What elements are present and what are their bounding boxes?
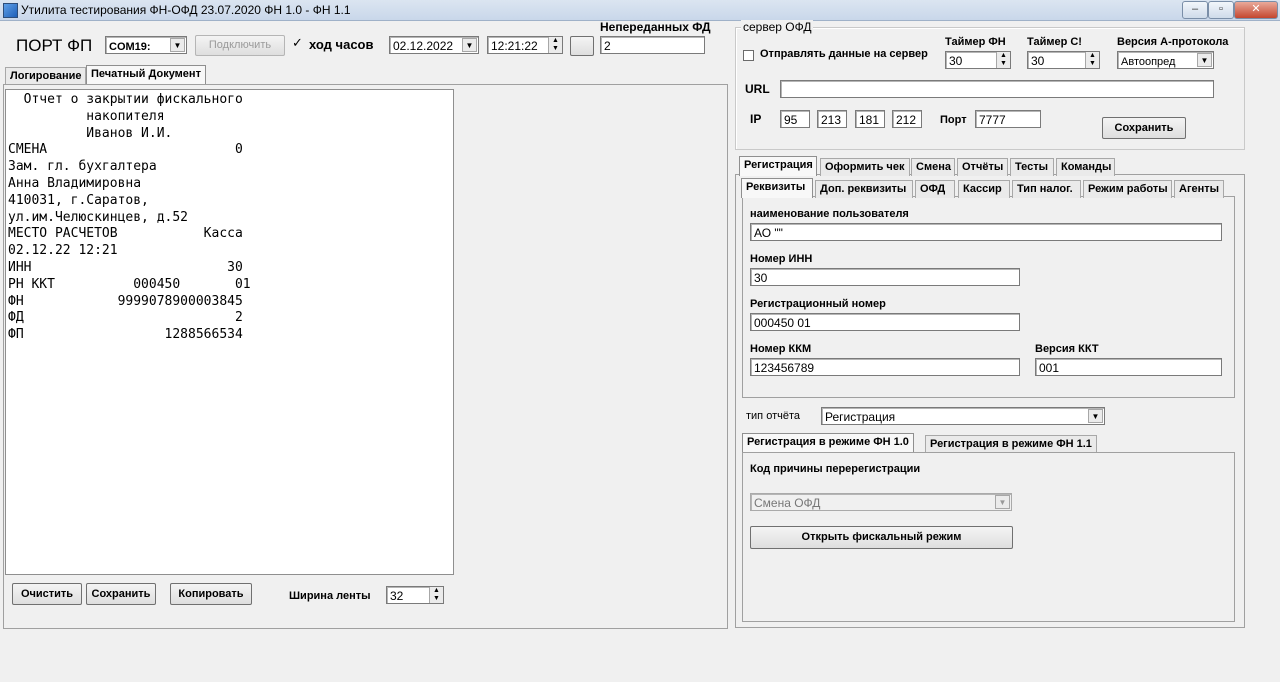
timer-c-field[interactable] — [1027, 51, 1100, 69]
timer-c-spin-icon[interactable]: ▲ ▼ — [1085, 52, 1099, 68]
tab-registration-fn10[interactable]: Регистрация в режиме ФН 1.0 — [742, 433, 914, 453]
send-data-checkbox[interactable] — [743, 50, 754, 61]
open-fiscal-button[interactable]: Открыть фискальный режим — [750, 526, 1013, 549]
connect-button[interactable]: Подключить — [195, 35, 285, 56]
chevron-down-icon: ▼ — [995, 495, 1010, 509]
report-type-label: тип отчёта — [746, 410, 800, 422]
timer-fn-value: 30 — [949, 54, 963, 68]
tape-width-value: 32 — [390, 589, 404, 603]
tab-sub-2[interactable]: ОФД — [915, 180, 955, 198]
url-field[interactable] — [780, 80, 1214, 98]
user-name-label: наименование пользователя — [750, 208, 909, 220]
receipt-memo[interactable] — [5, 89, 454, 575]
tab-main-2[interactable]: Смена — [911, 158, 955, 176]
tab-sub-6[interactable]: Агенты — [1174, 180, 1224, 198]
rereg-value: Смена ОФД — [754, 496, 821, 510]
chevron-down-icon: ▼ — [170, 38, 185, 52]
maximize-button[interactable]: ▫ — [1208, 1, 1234, 19]
kkm-field[interactable]: 123456789 — [750, 358, 1020, 376]
blank-button[interactable] — [570, 36, 594, 56]
tab-main-4[interactable]: Тесты — [1010, 158, 1054, 176]
ofd-save-button[interactable]: Сохранить — [1102, 117, 1186, 139]
report-type-value: Регистрация — [825, 410, 896, 424]
chevron-down-icon: ▼ — [462, 38, 477, 52]
ip-octet-4[interactable]: 212 — [892, 110, 922, 128]
rereg-select[interactable] — [750, 493, 1012, 511]
inn-label: Номер ИНН — [750, 253, 813, 265]
port-label: ПОРТ ФП — [16, 36, 93, 55]
clock-label: ход часов — [309, 37, 374, 52]
kkm-label: Номер ККМ — [750, 343, 812, 355]
timer-fn-field[interactable] — [945, 51, 1011, 69]
tape-width-spin-icon[interactable]: ▲ ▼ — [429, 587, 443, 603]
ofd-port-field[interactable]: 7777 — [975, 110, 1041, 128]
port-value: COM19: — [109, 41, 151, 53]
tab-main-1[interactable]: Оформить чек — [820, 158, 910, 176]
app-icon — [3, 3, 18, 18]
protocol-label: Версия А-протокола — [1117, 36, 1229, 48]
title-bar — [0, 0, 1280, 21]
timer-c-label: Таймер С! — [1027, 36, 1082, 48]
minimize-button[interactable]: – — [1182, 1, 1208, 19]
send-data-label: Отправлять данные на сервер — [760, 48, 928, 60]
copy-button[interactable]: Копировать — [170, 583, 252, 605]
url-label: URL — [745, 82, 770, 96]
unsent-field[interactable]: 2 — [600, 36, 705, 54]
ip-octet-1[interactable]: 95 — [780, 110, 810, 128]
rereg-label: Код причины перерегистрации — [750, 463, 921, 475]
receipt-text: Отчет о закрытии фискального накопителя Иванов И.И. СМЕНА 0 Зам. гл. бухгалтера Анна Владимировна 410031, г.Саратов, ул.им.Челюскинцев, д.52 МЕСТО РАСЧЕТОВ Касса 02.12.22 12:21 ИНН 30 РН ККТ 000450 01 ФН 9999078900003845 ФД 2 ФП 1288566534 — [8, 92, 251, 343]
tab-main-5[interactable]: Команды — [1056, 158, 1115, 176]
protocol-value: Автоопред — [1121, 56, 1176, 68]
ip-octet-3[interactable]: 181 — [855, 110, 885, 128]
protocol-select[interactable] — [1117, 51, 1214, 69]
ip-label: IP — [750, 112, 762, 126]
window-title: Утилита тестирования ФН-ОФД 23.07.2020 ФН 1.0 - ФН 1.1 — [21, 3, 351, 17]
timer-fn-label: Таймер ФН — [945, 36, 1006, 48]
kkt-version-field[interactable]: 001 — [1035, 358, 1222, 376]
tab-registration-fn11[interactable]: Регистрация в режиме ФН 1.1 — [925, 435, 1097, 453]
kkt-version-label: Версия ККТ — [1035, 343, 1099, 355]
tab-sub-0[interactable]: Реквизиты — [741, 178, 813, 198]
chevron-down-icon: ▼ — [1088, 409, 1103, 423]
report-type-select[interactable] — [821, 407, 1105, 425]
ofd-group-label: сервер ОФД — [743, 20, 812, 34]
ofd-port-label: Порт — [940, 114, 967, 126]
tape-width-field[interactable] — [386, 586, 444, 604]
tab-sub-4[interactable]: Тип налог. — [1012, 180, 1081, 198]
reg-number-label: Регистрационный номер — [750, 298, 886, 310]
tab-main-3[interactable]: Отчёты — [957, 158, 1008, 176]
save-receipt-button[interactable]: Сохранить — [86, 583, 156, 605]
tape-width-label: Ширина ленты — [289, 590, 371, 602]
timer-c-value: 30 — [1031, 54, 1045, 68]
date-picker[interactable] — [389, 36, 479, 54]
tab-print-document[interactable]: Печатный Документ — [86, 65, 206, 85]
port-select[interactable] — [105, 36, 187, 54]
timer-fn-spin-icon[interactable]: ▲ ▼ — [996, 52, 1010, 68]
unsent-label: Непереданных ФД — [600, 20, 711, 34]
inn-field[interactable]: 30 — [750, 268, 1020, 286]
user-name-field[interactable]: АО "" — [750, 223, 1222, 241]
tab-sub-5[interactable]: Режим работы — [1083, 180, 1172, 198]
clock-checkbox[interactable]: ✓ — [292, 35, 303, 50]
chevron-down-icon: ▼ — [1197, 53, 1212, 67]
time-spin-icon[interactable]: ▲ ▼ — [548, 37, 562, 53]
tab-sub-3[interactable]: Кассир — [958, 180, 1010, 198]
reg-number-field[interactable]: 000450 01 — [750, 313, 1020, 331]
tab-log[interactable]: Логирование — [5, 67, 86, 85]
time-picker[interactable] — [487, 36, 563, 54]
time-value: 12:21:22 — [491, 39, 538, 53]
close-button[interactable]: ✕ — [1234, 1, 1278, 19]
clear-button[interactable]: Очистить — [12, 583, 82, 605]
tab-sub-1[interactable]: Доп. реквизиты — [815, 180, 913, 198]
date-value: 02.12.2022 — [393, 39, 454, 53]
tab-main-0[interactable]: Регистрация — [739, 156, 817, 176]
ip-octet-2[interactable]: 213 — [817, 110, 847, 128]
